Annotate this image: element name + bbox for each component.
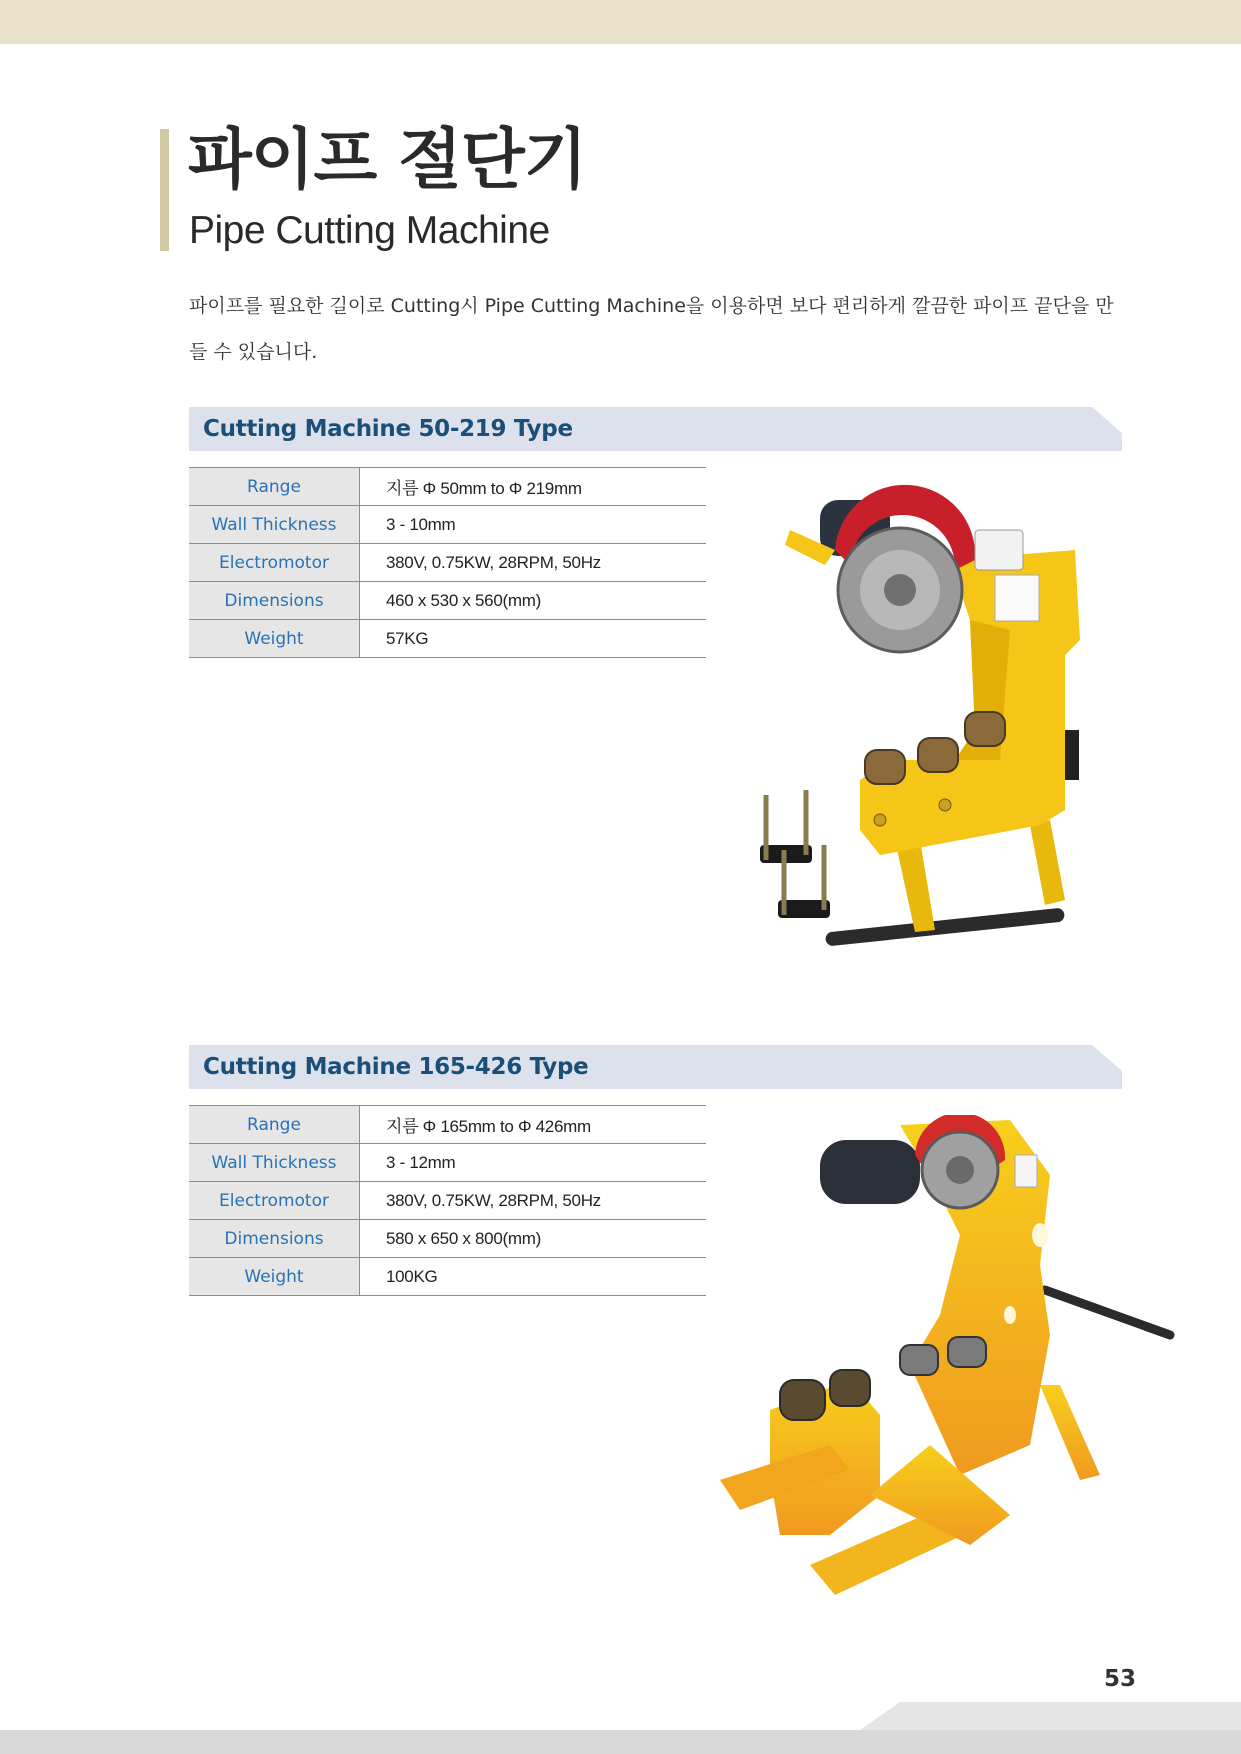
table-row (189, 1106, 706, 1144)
table-row (189, 582, 706, 620)
spec-label: Electromotor (189, 544, 360, 582)
table-row (189, 1220, 706, 1258)
bottom-band (0, 1700, 1241, 1754)
spec-label: Weight (189, 620, 360, 658)
table-row (189, 1144, 706, 1182)
table-row (189, 544, 706, 582)
spec-value: 380V, 0.75KW, 28RPM, 50Hz (360, 1182, 707, 1220)
page-title-english: Pipe Cutting Machine (189, 209, 550, 252)
spec-value: 460 x 530 x 560(mm) (360, 582, 707, 620)
title-accent-bar (160, 129, 169, 251)
spec-value: 57KG (360, 620, 707, 658)
spec-label: Range (189, 1106, 360, 1144)
spec-label: Dimensions (189, 582, 360, 620)
section-title: Cutting Machine 50-219 Type (203, 416, 573, 442)
spec-label: Wall Thickness (189, 1144, 360, 1182)
spec-label: Dimensions (189, 1220, 360, 1258)
page-number: 53 (1104, 1666, 1137, 1692)
spec-value: 580 x 650 x 800(mm) (360, 1220, 707, 1258)
spec-value: 100KG (360, 1258, 707, 1296)
section-header-50-219 (189, 407, 1122, 451)
table-row (189, 506, 706, 544)
table-row (189, 620, 706, 658)
table-row (189, 1258, 706, 1296)
section-header-165-426 (189, 1045, 1122, 1089)
spec-table-165-426 (189, 1105, 706, 1296)
spec-label: Electromotor (189, 1182, 360, 1220)
page-title-korean: 파이프 절단기 (188, 121, 587, 198)
spec-value: 3 - 12mm (360, 1144, 707, 1182)
section-title: Cutting Machine 165-426 Type (203, 1054, 589, 1080)
spec-table-50-219 (189, 467, 706, 658)
table-row (189, 1182, 706, 1220)
spec-value: 3 - 10mm (360, 506, 707, 544)
table-row (189, 468, 706, 506)
pipe-cutter-50-219-image (740, 480, 1120, 970)
intro-paragraph: 파이프를 필요한 길이로 Cutting시 Pipe Cutting Machine을 이용하면 보다 편리하게 깔끔한 파이프 끝단을 만들 수 있습니다. (189, 295, 1114, 363)
spec-value: 380V, 0.75KW, 28RPM, 50Hz (360, 544, 707, 582)
top-band (0, 0, 1241, 44)
spec-value: 지름 Φ 50mm to Φ 219mm (360, 468, 707, 506)
spec-label: Weight (189, 1258, 360, 1296)
spec-value: 지름 Φ 165mm to Φ 426mm (360, 1106, 707, 1144)
spec-label: Range (189, 468, 360, 506)
pipe-cutter-165-426-image (710, 1115, 1180, 1645)
spec-label: Wall Thickness (189, 506, 360, 544)
